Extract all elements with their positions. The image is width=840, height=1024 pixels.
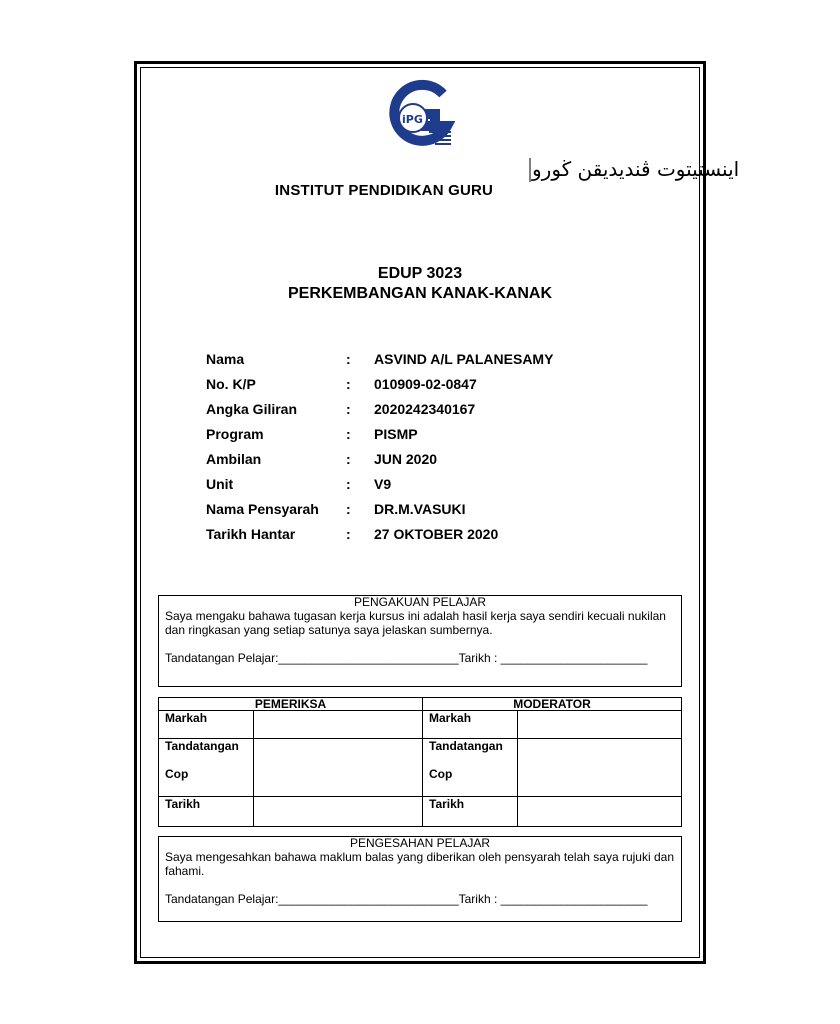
info-value: 010909-02-0847 [374, 375, 477, 392]
info-value: JUN 2020 [374, 450, 438, 467]
pengakuan-body: Saya mengaku bahawa tugasan kerja kursus ini adalah hasil kerja saya sendiri kecuali nukilan dan ringkasan yang setiap satunya saya jelaskan sumbernya. [165, 609, 666, 637]
info-value: V9 [374, 476, 392, 493]
pemeriksa-tandatangan-label: Tandatangan [165, 739, 239, 754]
pemeriksa-markah-field[interactable] [253, 711, 422, 739]
course-title: PERKEMBANGAN KANAK-KANAK [288, 285, 552, 302]
pemeriksa-tarikh-label: Tarikh [159, 796, 254, 826]
info-colon: : [346, 350, 351, 367]
info-row-nama [206, 346, 553, 371]
moderator-markah-field[interactable] [517, 711, 681, 739]
info-label: Ambilan [206, 450, 262, 467]
info-value: DR.M.VASUKI [374, 501, 466, 518]
info-colon: : [346, 526, 351, 543]
info-label: No. K/P [206, 375, 256, 392]
moderator-tarikh-label: Tarikh [423, 796, 518, 826]
moderator-tandatangan-cop-label [423, 739, 518, 796]
info-row-no-kp [206, 371, 553, 396]
ipg-logo [389, 86, 453, 150]
institution-name: INSTITUT PENDIDIKAN GURU [274, 182, 494, 199]
info-colon: : [346, 476, 351, 493]
pemeriksa-header: PEMERIKSA [159, 698, 423, 711]
pengesahan-title: PENGESAHAN PELAJAR [349, 836, 491, 850]
info-label: Nama [206, 350, 245, 367]
info-row-program [206, 421, 553, 446]
info-value: 2020242340167 [374, 400, 476, 417]
info-value: PISMP [374, 425, 418, 442]
student-info [206, 346, 553, 547]
pemeriksa-markah-label: Markah [159, 711, 254, 739]
info-row-unit [206, 471, 553, 496]
moderator-tandatangan-label: Tandatangan [429, 739, 503, 754]
moderator-cop-label: Cop [429, 767, 453, 782]
moderator-tarikh-field[interactable] [517, 796, 681, 826]
pengakuan-title: PENGAKUAN PELAJAR [353, 595, 487, 609]
pengesahan-pelajar-box [158, 836, 682, 922]
pemeriksa-tandatangan-cop-label [159, 739, 254, 796]
moderator-markah-label: Markah [423, 711, 518, 739]
moderator-tandatangan-field[interactable] [517, 739, 681, 796]
marking-table [158, 697, 682, 827]
info-value: 27 OKTOBER 2020 [374, 526, 499, 543]
course-code: EDUP 3023 [377, 265, 463, 282]
pengakuan-signature-line: Tandatangan Pelajar:___________________________Tarikh : ______________________ [165, 651, 648, 665]
info-label: Angka Giliran [206, 400, 298, 417]
info-row-tarikh-hantar [206, 522, 553, 547]
info-label: Unit [206, 476, 234, 493]
info-value: ASVIND A/L PALANESAMY [374, 350, 554, 367]
pengakuan-pelajar-box [158, 595, 682, 687]
info-colon: : [346, 501, 351, 518]
pengesahan-body: Saya mengesahkan bahawa maklum balas yang diberikan oleh pensyarah telah saya rujuki dan fahami. [165, 850, 674, 878]
pengesahan-signature-line: Tandatangan Pelajar:___________________________Tarikh : ______________________ [165, 892, 648, 906]
jawi-text: اينستيتوت ڤنديديقن ڬورو [532, 157, 740, 181]
logo-text: iPG [402, 113, 423, 126]
moderator-header: MODERATOR [423, 698, 682, 711]
info-row-ambilan [206, 446, 553, 471]
pemeriksa-tarikh-field[interactable] [253, 796, 422, 826]
info-label: Program [206, 425, 264, 442]
info-label: Nama Pensyarah [206, 501, 319, 518]
info-colon: : [346, 400, 351, 417]
info-label: Tarikh Hantar [206, 526, 296, 543]
pemeriksa-cop-label: Cop [165, 767, 189, 782]
info-colon: : [346, 425, 351, 442]
jawi-institution-name [290, 150, 740, 186]
info-colon: : [346, 375, 351, 392]
pemeriksa-tandatangan-field[interactable] [253, 739, 422, 796]
info-colon: : [346, 450, 351, 467]
info-row-nama-pensyarah [206, 497, 553, 522]
info-row-angka-giliran [206, 396, 553, 421]
